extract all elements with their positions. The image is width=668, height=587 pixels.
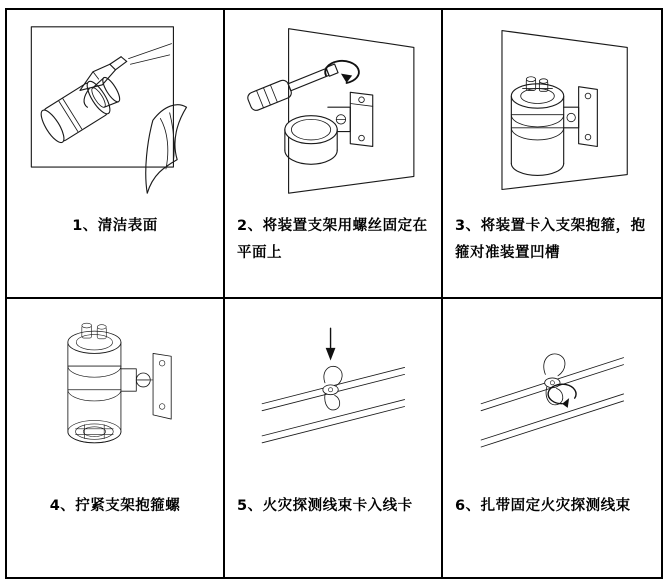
step-5-illustration xyxy=(225,299,441,491)
tighten-clamp-screw-icon xyxy=(7,299,223,491)
step-cell-6 xyxy=(443,299,661,577)
step-5-caption: 5、火灾探测线束卡入线卡 xyxy=(237,498,413,514)
step-cell-5 xyxy=(225,299,443,577)
step-cell-4 xyxy=(7,299,225,577)
step-cell-2 xyxy=(225,10,443,299)
cable-tie-securing-icon xyxy=(443,299,661,491)
steps-grid xyxy=(5,8,663,579)
step-3-illustration xyxy=(443,10,661,211)
step-4-caption: 4、拧紧支架抱箍螺 xyxy=(49,498,181,514)
step-3-caption: 3、将装置卡入支架抱箍，抱箍对准装置凹槽 xyxy=(455,218,646,261)
step-2-illustration xyxy=(225,10,441,211)
step-1-illustration xyxy=(7,10,223,211)
step-6-caption: 6、扎带固定火灾探测线束 xyxy=(455,498,631,514)
screwdriver-mounting-bracket-icon xyxy=(225,10,441,211)
step-4-illustration xyxy=(7,299,223,491)
cable-into-clip-icon xyxy=(225,299,441,491)
step-cell-1 xyxy=(7,10,225,299)
device-clipped-into-bracket-icon xyxy=(443,10,661,211)
step-6-illustration xyxy=(443,299,661,491)
step-cell-3 xyxy=(443,10,661,299)
step-2-caption: 2、将装置支架用螺丝固定在平面上 xyxy=(237,218,428,261)
spray-bottle-cleaning-surface-icon xyxy=(7,10,223,211)
step-1-caption: 1、清洁表面 xyxy=(72,218,158,234)
